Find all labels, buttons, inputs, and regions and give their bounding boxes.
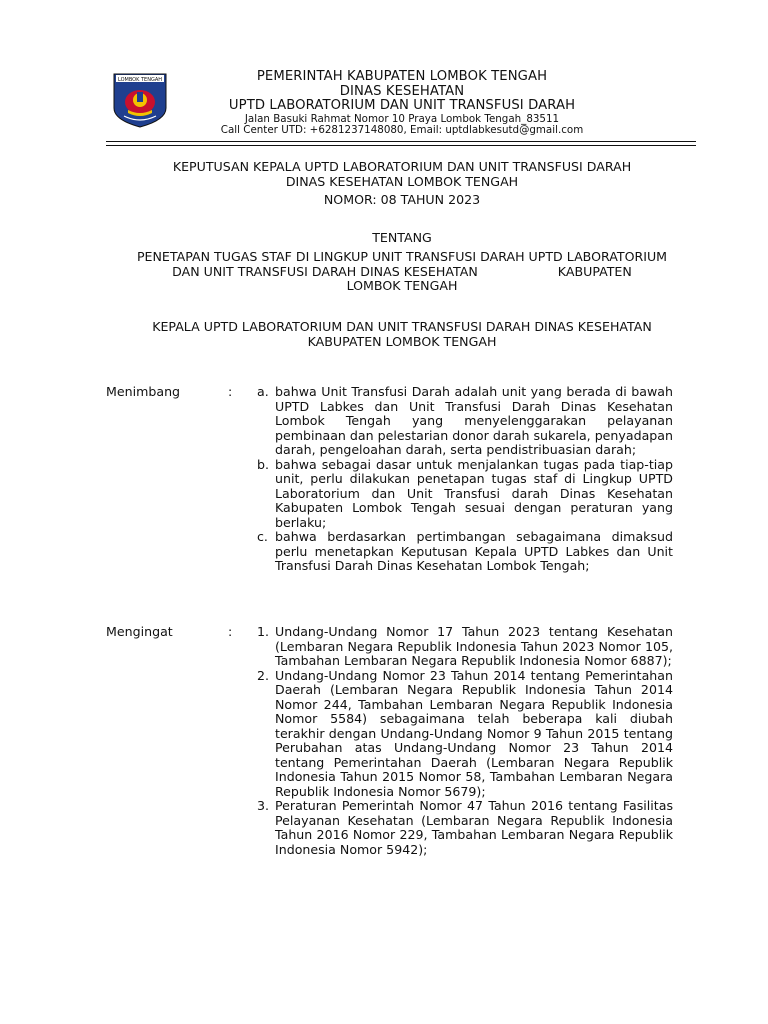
list-item (257, 669, 673, 800)
issuer-line2: KABUPATEN LOMBOK TENGAH (307, 333, 497, 349)
item-text: bahwa Unit Transfusi Darah adalah unit yang berada di bawah UPTD Labkes dan Unit Transfusi Darah Dinas Kesehatan Lombok Tengah yang menyelenggarakan pelayanan pembinaan dan pelestarian donor darah sukarela, penyadapan darah, pengeloahan darah, serta pendistribuasian darah; (275, 384, 673, 457)
about-label: TENTANG (372, 230, 432, 245)
decree-title-line2: DINAS KESEHATAN LOMBOK TENGAH (285, 173, 519, 189)
mengingat-list (257, 625, 673, 857)
letterhead-rule-thick (106, 141, 696, 142)
decree-title (100, 160, 704, 189)
decree-title-line1: KEPUTUSAN KEPALA UPTD LABORATORIUM DAN UNIT TRANSFUSI DARAH (172, 159, 632, 174)
letterhead-government: PEMERINTAH KABUPATEN LOMBOK TENGAH (256, 69, 548, 84)
decree-issuer (100, 320, 704, 349)
item-marker: 1. (257, 624, 270, 639)
letterhead-address: Jalan Basuki Rahmat Nomor 10 Praya Lombok Tengah_83511 (244, 112, 560, 125)
mengingat-colon: : (228, 624, 233, 639)
issuer-line1: KEPALA UPTD LABORATORIUM DAN UNIT TRANSFUSI DARAH DINAS KESEHATAN (152, 319, 652, 334)
logo-label: LOMBOK TENGAH (117, 77, 163, 83)
decree-subject (100, 250, 704, 294)
subject-line2: DAN UNIT TRANSFUSI DARAH DINAS KESEHATAN KABUPATEN (172, 263, 632, 279)
letterhead-department: DINAS KESEHATAN (339, 83, 465, 99)
item-marker: 2. (257, 667, 270, 683)
item-text: Peraturan Pemerintah Nomor 47 Tahun 2016 tentang Fasilitas Pelayanan Kesehatan (Lembaran Negara Republik Indonesia Tahun 2016 Nomor 229, Tambahan Lembaran Negara Republik Indonesia Nomor 5942); (275, 798, 673, 857)
menimbang-colon: : (228, 384, 233, 399)
letterhead-contact: Call Center UTD: +6281237148080, Email: uptdlabkesutd@gmail.com (220, 124, 584, 137)
list-item (257, 385, 673, 458)
list-item (257, 799, 673, 857)
letterhead-unit: UPTD LABORATORIUM DAN UNIT TRANSFUSI DARAH (228, 98, 576, 113)
regency-logo-icon (112, 72, 168, 128)
menimbang-label: Menimbang (106, 384, 181, 399)
item-text: bahwa berdasarkan pertimbangan sebagaimana dimaksud perlu menetapkan Keputusan Kepala UPTD Labkes dan Unit Transfusi Darah Dinas Kesehatan Lombok Tengah; (275, 529, 673, 573)
item-text: bahwa sebagai dasar untuk menjalankan tugas pada tiap-tiap unit, perlu dilakukan penetapan tugas staf di Lingkup UPTD Laboratorium dan Unit Transfusi darah Dinas Kesehatan Kabupaten Lombok Tengah sesuai dengan peraturan yang berlaku; (275, 456, 673, 530)
decree-number: NOMOR: 08 TAHUN 2023 (323, 192, 481, 207)
letterhead-rule-thin (106, 145, 696, 146)
mengingat-label: Mengingat (106, 624, 173, 639)
item-marker: 3. (257, 798, 270, 813)
item-marker: c. (257, 529, 268, 544)
item-marker: b. (257, 456, 269, 472)
list-item (257, 625, 673, 669)
letterhead (170, 70, 634, 137)
subject-line3: LOMBOK TENGAH (346, 278, 458, 293)
subject-line1: PENETAPAN TUGAS STAF DI LINGKUP UNIT TRANSFUSI DARAH UPTD LABORATORIUM (136, 249, 668, 264)
item-text: Undang-Undang Nomor 23 Tahun 2014 tentang Pemerintahan Daerah (Lembaran Negara Republik Indonesia Tahun 2014 Nomor 244, Tambahan Lembaran Negara Republik Indonesia Nomor 5584) sebagaimana telah beberapa kali diubah terakhir dengan Undang-Undang Nomor 9 Tahun 2015 tentang Perubahan atas Undang-Undang Nomor 23 Tahun 2014 tentang Pemerintahan Daerah (Lembaran Negara Republik Indonesia Tahun 2015 Nomor 58, Tambahan Lembaran Negara Republik Indonesia Nomor 5679); (275, 667, 673, 799)
list-item (257, 458, 673, 531)
menimbang-list (257, 385, 673, 574)
item-marker: a. (257, 384, 269, 399)
list-item (257, 530, 673, 574)
item-text: Undang-Undang Nomor 17 Tahun 2023 tentang Kesehatan (Lembaran Negara Republik Indonesia Tahun 2023 Nomor 105, Tambahan Lembaran Negara Republik Indonesia Nomor 6887); (275, 624, 673, 668)
